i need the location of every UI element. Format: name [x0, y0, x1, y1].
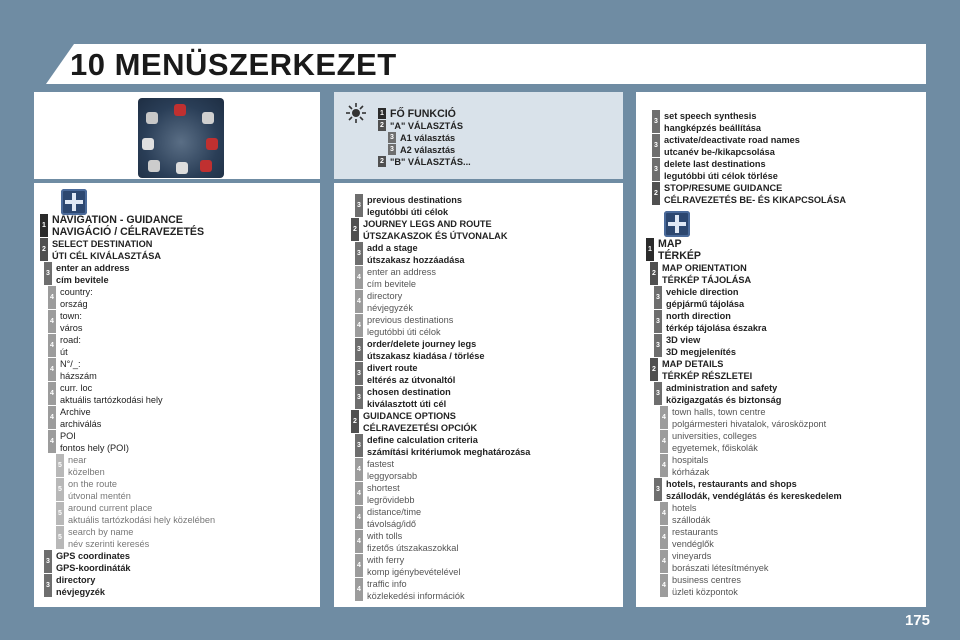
menu-item	[654, 310, 842, 334]
menu-item	[355, 314, 530, 338]
menu-item-label: delete last destinations	[664, 159, 766, 169]
level-badge: 4	[48, 310, 56, 333]
level-badge: 4	[660, 430, 668, 453]
menu-item	[355, 362, 530, 386]
level-badge: 4	[660, 502, 668, 525]
menu-item	[355, 386, 530, 410]
menu-item-label: search by name	[68, 527, 134, 537]
menu-item-label: vendéglők	[672, 539, 714, 549]
level-badge: 3	[44, 574, 52, 597]
level-badge: 2	[652, 182, 660, 205]
level-badge: 4	[48, 358, 56, 381]
level-badge: 3	[654, 310, 662, 333]
menu-item-label: A2 választás	[400, 145, 456, 155]
menu-item-label: vineyards	[672, 551, 712, 561]
menu-item-label: north direction	[666, 311, 731, 321]
menu-item	[660, 574, 842, 598]
menu-item-label: MAP ORIENTATION	[662, 263, 747, 273]
menu-item-label: previous destinations	[367, 315, 454, 325]
guidance-options-list	[652, 110, 846, 206]
menu-item-label: JOURNEY LEGS AND ROUTE	[363, 219, 492, 229]
level-badge: 3	[388, 144, 396, 155]
menu-item-label: enter an address	[367, 267, 436, 277]
menu-item-label: távolság/idő	[367, 519, 417, 529]
level-badge: 2	[378, 156, 386, 167]
menu-item	[388, 132, 471, 144]
menu-item	[40, 238, 215, 262]
menu-item-label: út	[60, 347, 68, 357]
menu-item	[660, 526, 842, 550]
menu-item	[355, 290, 530, 314]
menu-item	[351, 410, 530, 434]
level-badge: 4	[48, 430, 56, 453]
guidance-menu-list	[351, 194, 530, 602]
level-badge: 3	[44, 550, 52, 573]
menu-item-label: SELECT DESTINATION	[52, 239, 153, 249]
menu-item-label: traffic info	[367, 579, 407, 589]
menu-item	[355, 194, 530, 218]
level-badge: 5	[56, 478, 64, 501]
menu-item	[652, 134, 846, 158]
menu-item-label: define calculation criteria	[367, 435, 478, 445]
navigation-menu-list	[40, 214, 215, 598]
menu-item-label: 3D megjelenítés	[666, 347, 736, 357]
level-badge: 4	[355, 266, 363, 289]
menu-item-label: Archive	[60, 407, 91, 417]
menu-item-label: útszakasz kiadása / törlése	[367, 351, 485, 361]
legend-list	[378, 108, 471, 168]
level-badge: 3	[355, 362, 363, 385]
menu-item-label: névjegyzék	[56, 587, 106, 597]
level-badge: 3	[654, 334, 662, 357]
menu-item	[48, 310, 215, 334]
menu-item-label: country:	[60, 287, 93, 297]
menu-item-label: közelben	[68, 467, 105, 477]
menu-item-label: hangképzés beállítása	[664, 123, 762, 133]
menu-item-label: A1 választás	[400, 133, 456, 143]
menu-item	[650, 358, 842, 382]
menu-item-label: leggyorsabb	[367, 471, 418, 481]
menu-item	[56, 526, 215, 550]
menu-item-label: 3D view	[666, 335, 701, 345]
menu-item	[355, 458, 530, 482]
menu-item	[355, 530, 530, 554]
menu-item	[654, 334, 842, 358]
menu-item-label: aktuális tartózkodási hely közelében	[68, 515, 216, 525]
menu-item	[660, 430, 842, 454]
menu-item-label: previous destinations	[367, 195, 462, 205]
menu-item	[351, 218, 530, 242]
menu-item-label: POI	[60, 431, 76, 441]
menu-item	[660, 502, 842, 526]
menu-item-label: TÉRKÉP	[658, 250, 701, 262]
main-menu-icon-image	[138, 98, 224, 178]
menu-item-label: cím bevitele	[367, 279, 417, 289]
menu-item-label: universities, colleges	[672, 431, 757, 441]
level-badge: 3	[355, 242, 363, 265]
menu-item-label: útszakasz hozzáadása	[367, 255, 465, 265]
menu-item-label: hotels	[672, 503, 697, 513]
menu-item-label: GUIDANCE OPTIONS	[363, 411, 456, 421]
level-badge: 4	[355, 554, 363, 577]
level-badge: 2	[351, 218, 359, 241]
menu-item-label: directory	[56, 575, 96, 585]
menu-item-label: fastest	[367, 459, 395, 469]
level-badge: 1	[378, 108, 386, 119]
map-icon	[664, 211, 690, 237]
menu-item-label: road:	[60, 335, 81, 345]
menu-item	[355, 482, 530, 506]
menu-item	[44, 574, 215, 598]
menu-item-label: CÉLRAVEZETÉS BE- ÉS KIKAPCSOLÁSA	[664, 195, 847, 205]
menu-item-label: borászati létesítmények	[672, 563, 769, 573]
menu-item-label: with tolls	[367, 531, 403, 541]
level-badge: 4	[355, 578, 363, 601]
menu-item	[48, 406, 215, 430]
menu-item	[48, 334, 215, 358]
menu-item-label: legutóbbi úti célok törlése	[664, 171, 778, 181]
level-badge: 2	[650, 358, 658, 381]
level-badge: 3	[355, 338, 363, 361]
menu-item	[660, 454, 842, 478]
menu-item-label: komp igénybevételével	[367, 567, 461, 577]
menu-item	[48, 430, 215, 454]
menu-item-label: on the route	[68, 479, 118, 489]
level-badge: 1	[40, 214, 48, 237]
menu-item-label: aktuális tartózkodási hely	[60, 395, 163, 405]
menu-item-label: szállodák	[672, 515, 711, 525]
menu-item-label: egyetemek, főiskolák	[672, 443, 758, 453]
level-badge: 3	[355, 194, 363, 217]
level-badge: 2	[351, 410, 359, 433]
menu-item-label: üzleti központok	[672, 587, 738, 597]
level-badge: 3	[355, 434, 363, 457]
sun-icon	[346, 103, 366, 123]
menu-item-label: divert route	[367, 363, 418, 373]
level-badge: 4	[660, 574, 668, 597]
menu-item-label: administration and safety	[666, 383, 778, 393]
menu-item-label: szállodák, vendéglátás és kereskedelem	[666, 491, 842, 501]
level-badge: 4	[48, 406, 56, 429]
menu-item-label: fontos hely (POI)	[60, 443, 129, 453]
menu-item-label: restaurants	[672, 527, 718, 537]
menu-item-label: ÚTSZAKASZOK ÉS ÚTVONALAK	[363, 231, 508, 241]
menu-item-label: vehicle direction	[666, 287, 739, 297]
menu-item-label: útvonal mentén	[68, 491, 131, 501]
menu-item	[355, 266, 530, 290]
menu-item	[660, 550, 842, 574]
menu-item-label: legutóbbi úti célok	[367, 207, 449, 217]
level-badge: 2	[40, 238, 48, 261]
menu-item	[48, 358, 215, 382]
level-badge: 3	[652, 134, 660, 157]
menu-item-label: shortest	[367, 483, 400, 493]
menu-item	[56, 478, 215, 502]
level-badge: 3	[654, 286, 662, 309]
menu-item	[652, 110, 846, 134]
level-badge: 4	[660, 526, 668, 549]
level-badge: 5	[56, 526, 64, 549]
menu-item	[56, 502, 215, 526]
menu-item-label: "A" VÁLASZTÁS	[390, 121, 464, 131]
level-badge: 3	[654, 478, 662, 501]
menu-item	[654, 382, 842, 406]
menu-item-label: activate/deactivate road names	[664, 135, 800, 145]
menu-item	[48, 286, 215, 310]
menu-item-label: legrövidebb	[367, 495, 415, 505]
level-badge: 3	[652, 110, 660, 133]
menu-item-label: GPS coordinates	[56, 551, 131, 561]
menu-item-label: TÉRKÉP TÁJOLÁSA	[662, 275, 752, 285]
menu-item-label: kórházak	[672, 467, 710, 477]
menu-item	[388, 144, 471, 156]
map-menu-list	[646, 238, 842, 598]
menu-item-label: eltérés az útvonaltól	[367, 375, 456, 385]
menu-item-label: distance/time	[367, 507, 422, 517]
page-number: 175	[904, 612, 930, 629]
menu-item	[660, 406, 842, 430]
menu-item-label: directory	[367, 291, 403, 301]
menu-item-label: házszám	[60, 371, 97, 381]
menu-item	[355, 242, 530, 266]
menu-item	[40, 214, 215, 238]
menu-item-label: business centres	[672, 575, 741, 585]
menu-item-label: legutóbbi úti célok	[367, 327, 441, 337]
menu-item-label: térkép tájolása északra	[666, 323, 767, 333]
menu-item-label: with ferry	[367, 555, 405, 565]
menu-item-label: névjegyzék	[367, 303, 413, 313]
menu-item-label: ország	[60, 299, 88, 309]
menu-item-label: város	[60, 323, 83, 333]
level-badge: 4	[355, 506, 363, 529]
menu-item	[355, 506, 530, 530]
menu-item	[355, 578, 530, 602]
menu-item-label: ÚTI CÉL KIVÁLASZTÁSA	[52, 251, 162, 261]
level-badge: 4	[355, 482, 363, 505]
menu-item	[56, 454, 215, 478]
menu-item-label: közlekedési információk	[367, 591, 465, 601]
menu-item-label: név szerinti keresés	[68, 539, 150, 549]
menu-item-label: hotels, restaurants and shops	[666, 479, 797, 489]
menu-item	[378, 120, 471, 132]
menu-item-label: STOP/RESUME GUIDANCE	[664, 183, 783, 193]
level-badge: 4	[660, 406, 668, 429]
menu-item	[355, 338, 530, 362]
level-badge: 4	[355, 530, 363, 553]
menu-item-label: chosen destination	[367, 387, 451, 397]
menu-item	[355, 554, 530, 578]
level-badge: 4	[660, 550, 668, 573]
menu-item-label: N°/_:	[60, 359, 81, 369]
level-badge: 1	[646, 238, 654, 261]
menu-item-label: set speech synthesis	[664, 111, 757, 121]
navigation-icon	[61, 189, 87, 215]
menu-item-label: add a stage	[367, 243, 418, 253]
menu-item	[652, 182, 846, 206]
menu-item	[654, 478, 842, 502]
menu-item-label: polgármesteri hivatalok, városközpont	[672, 419, 827, 429]
menu-item-label: CÉLRAVEZETÉSI OPCIÓK	[363, 423, 478, 433]
menu-item-label: cím bevitele	[56, 275, 109, 285]
menu-item-label: közigazgatás és biztonság	[666, 395, 782, 405]
menu-item-label: GPS-koordináták	[56, 563, 131, 573]
menu-item-label: town:	[60, 311, 82, 321]
page-title: 10 MENÜSZERKEZET	[70, 47, 397, 82]
menu-item-label: NAVIGATION - GUIDANCE	[52, 214, 183, 226]
menu-item-label: MAP	[658, 238, 682, 250]
menu-item	[646, 238, 842, 262]
menu-item-label: archiválás	[60, 419, 102, 429]
level-badge: 4	[48, 286, 56, 309]
menu-item	[650, 262, 842, 286]
menu-item-label: kiválasztott úti cél	[367, 399, 447, 409]
level-badge: 3	[44, 262, 52, 285]
level-badge: 5	[56, 454, 64, 477]
level-badge: 4	[355, 458, 363, 481]
menu-item-label: town halls, town centre	[672, 407, 766, 417]
menu-item-label: MAP DETAILS	[662, 359, 724, 369]
menu-item-label: FŐ FUNKCIÓ	[390, 108, 456, 120]
level-badge: 4	[48, 382, 56, 405]
menu-item-label: curr. loc	[60, 383, 93, 393]
level-badge: 3	[388, 132, 396, 143]
menu-item-label: fizetős útszakaszokkal	[367, 543, 459, 553]
menu-item	[44, 262, 215, 286]
level-badge: 2	[650, 262, 658, 285]
menu-item	[48, 382, 215, 406]
level-badge: 3	[355, 386, 363, 409]
menu-item-label: order/delete journey legs	[367, 339, 477, 349]
level-badge: 3	[652, 158, 660, 181]
level-badge: 5	[56, 502, 64, 525]
menu-item	[378, 108, 471, 120]
level-badge: 4	[48, 334, 56, 357]
menu-item	[44, 550, 215, 574]
level-badge: 4	[660, 454, 668, 477]
menu-item	[652, 158, 846, 182]
menu-item-label: NAVIGÁCIÓ / CÉLRAVEZETÉS	[52, 226, 205, 238]
menu-item-label: hospitals	[672, 455, 709, 465]
menu-item-label: TÉRKÉP RÉSZLETEI	[662, 371, 753, 381]
level-badge: 4	[355, 314, 363, 337]
level-badge: 3	[654, 382, 662, 405]
menu-item-label: near	[68, 455, 87, 465]
level-badge: 4	[355, 290, 363, 313]
menu-item-label: gépjármű tájolása	[666, 299, 745, 309]
level-badge: 2	[378, 120, 386, 131]
menu-item-label: "B" VÁLASZTÁS...	[390, 157, 471, 167]
menu-item	[654, 286, 842, 310]
menu-item-label: számítási kritériumok meghatározása	[367, 447, 531, 457]
menu-item-label: utcanév be-/kikapcsolása	[664, 147, 775, 157]
menu-item-label: enter an address	[56, 263, 130, 273]
menu-item-label: around current place	[68, 503, 153, 513]
menu-item	[355, 434, 530, 458]
menu-item	[378, 156, 471, 168]
